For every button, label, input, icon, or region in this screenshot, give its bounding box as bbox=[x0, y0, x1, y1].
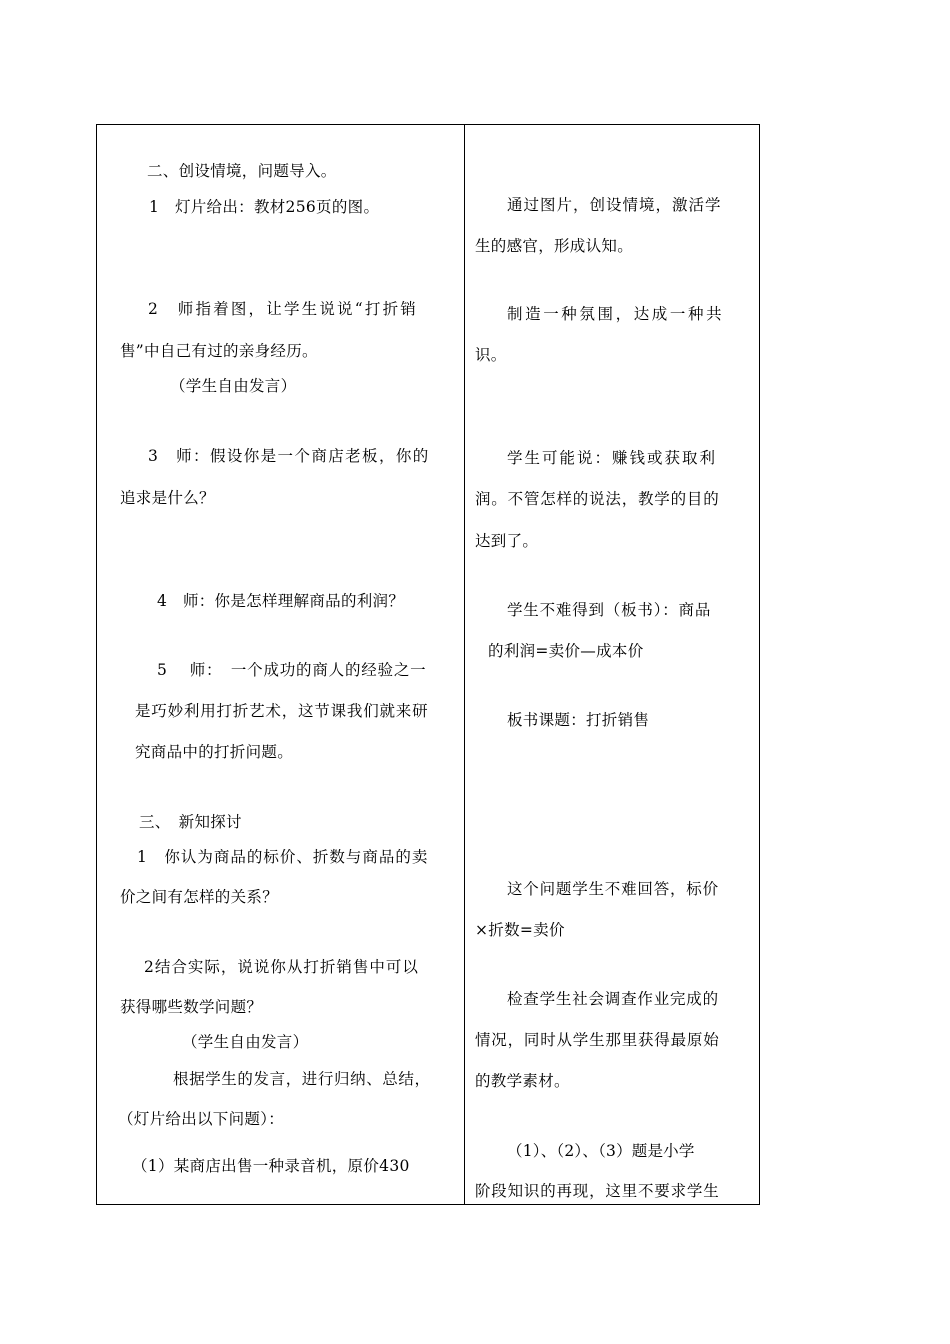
text-line: 检查学生社会调查作业完成的 bbox=[507, 990, 719, 1008]
text-line: 情况，同时从学生那里获得最原始 bbox=[475, 1031, 720, 1049]
text-line: 学生不难得到（板书）：商品 bbox=[507, 601, 712, 619]
text-line: 达到了。 bbox=[475, 532, 539, 550]
text-line: 2结合实际，说说你从打折销售中可以 bbox=[144, 958, 419, 976]
text-line: 3 师：假设你是一个商店老板，你的 bbox=[148, 447, 430, 465]
section-heading: 二、创设情境，问题导入。 bbox=[147, 162, 337, 180]
text-line: 这个问题学生不难回答，标价 bbox=[507, 880, 719, 898]
text-line: 的教学素材。 bbox=[475, 1072, 570, 1090]
text-line: （灯片给出以下问题）： bbox=[118, 1110, 285, 1128]
text-line: 售”中自己有过的亲身经历。 bbox=[120, 342, 318, 360]
text-line: 学生可能说：赚钱或获取利 bbox=[507, 449, 718, 467]
text-line: 板书课题：打折销售 bbox=[507, 711, 650, 729]
text-line: 识。 bbox=[475, 346, 507, 364]
text-line: 1 灯片给出：教材256页的图。 bbox=[149, 198, 380, 216]
text-line: 1 你认为商品的标价、折数与商品的卖 bbox=[137, 848, 429, 866]
section-heading: 三、 新知探讨 bbox=[139, 813, 242, 831]
text-line: 根据学生的发言，进行归纳、总结， bbox=[173, 1070, 431, 1088]
text-line: 润。不管怎样的说法，教学的目的 bbox=[475, 490, 720, 508]
text-line: 阶段知识的再现，这里不要求学生 bbox=[475, 1182, 720, 1200]
column-divider bbox=[464, 124, 465, 1205]
text-line: ×折数=卖价 bbox=[475, 921, 565, 939]
text-line: 生的感官，形成认知。 bbox=[475, 237, 634, 255]
text-line: （1）、（2）、（3）题是小学 bbox=[507, 1142, 695, 1160]
text-line: 究商品中的打折问题。 bbox=[135, 743, 294, 761]
text-line: 5 师： 一个成功的商人的经验之一 bbox=[157, 661, 427, 679]
text-line: 制造一种氛围，达成一种共 bbox=[507, 305, 725, 323]
text-line: （1）某商店出售一种录音机，原价430 bbox=[132, 1157, 410, 1175]
text-line: （学生自由发言） bbox=[182, 1033, 309, 1051]
text-line: 是巧妙利用打折艺术，这节课我们就来研 bbox=[135, 702, 429, 720]
text-line: 追求是什么？ bbox=[120, 489, 215, 507]
text-line: 4 师：你是怎样理解商品的利润？ bbox=[157, 592, 405, 610]
text-line: 价之间有怎样的关系？ bbox=[120, 888, 279, 906]
text-line: 2 师指着图，让学生说说“打折销 bbox=[148, 300, 418, 318]
text-line: 通过图片，创设情境，激活学 bbox=[507, 196, 722, 214]
text-line: 的利润=卖价—成本价 bbox=[488, 642, 644, 660]
text-line: （学生自由发言） bbox=[170, 377, 297, 395]
text-line: 获得哪些数学问题？ bbox=[120, 998, 263, 1016]
